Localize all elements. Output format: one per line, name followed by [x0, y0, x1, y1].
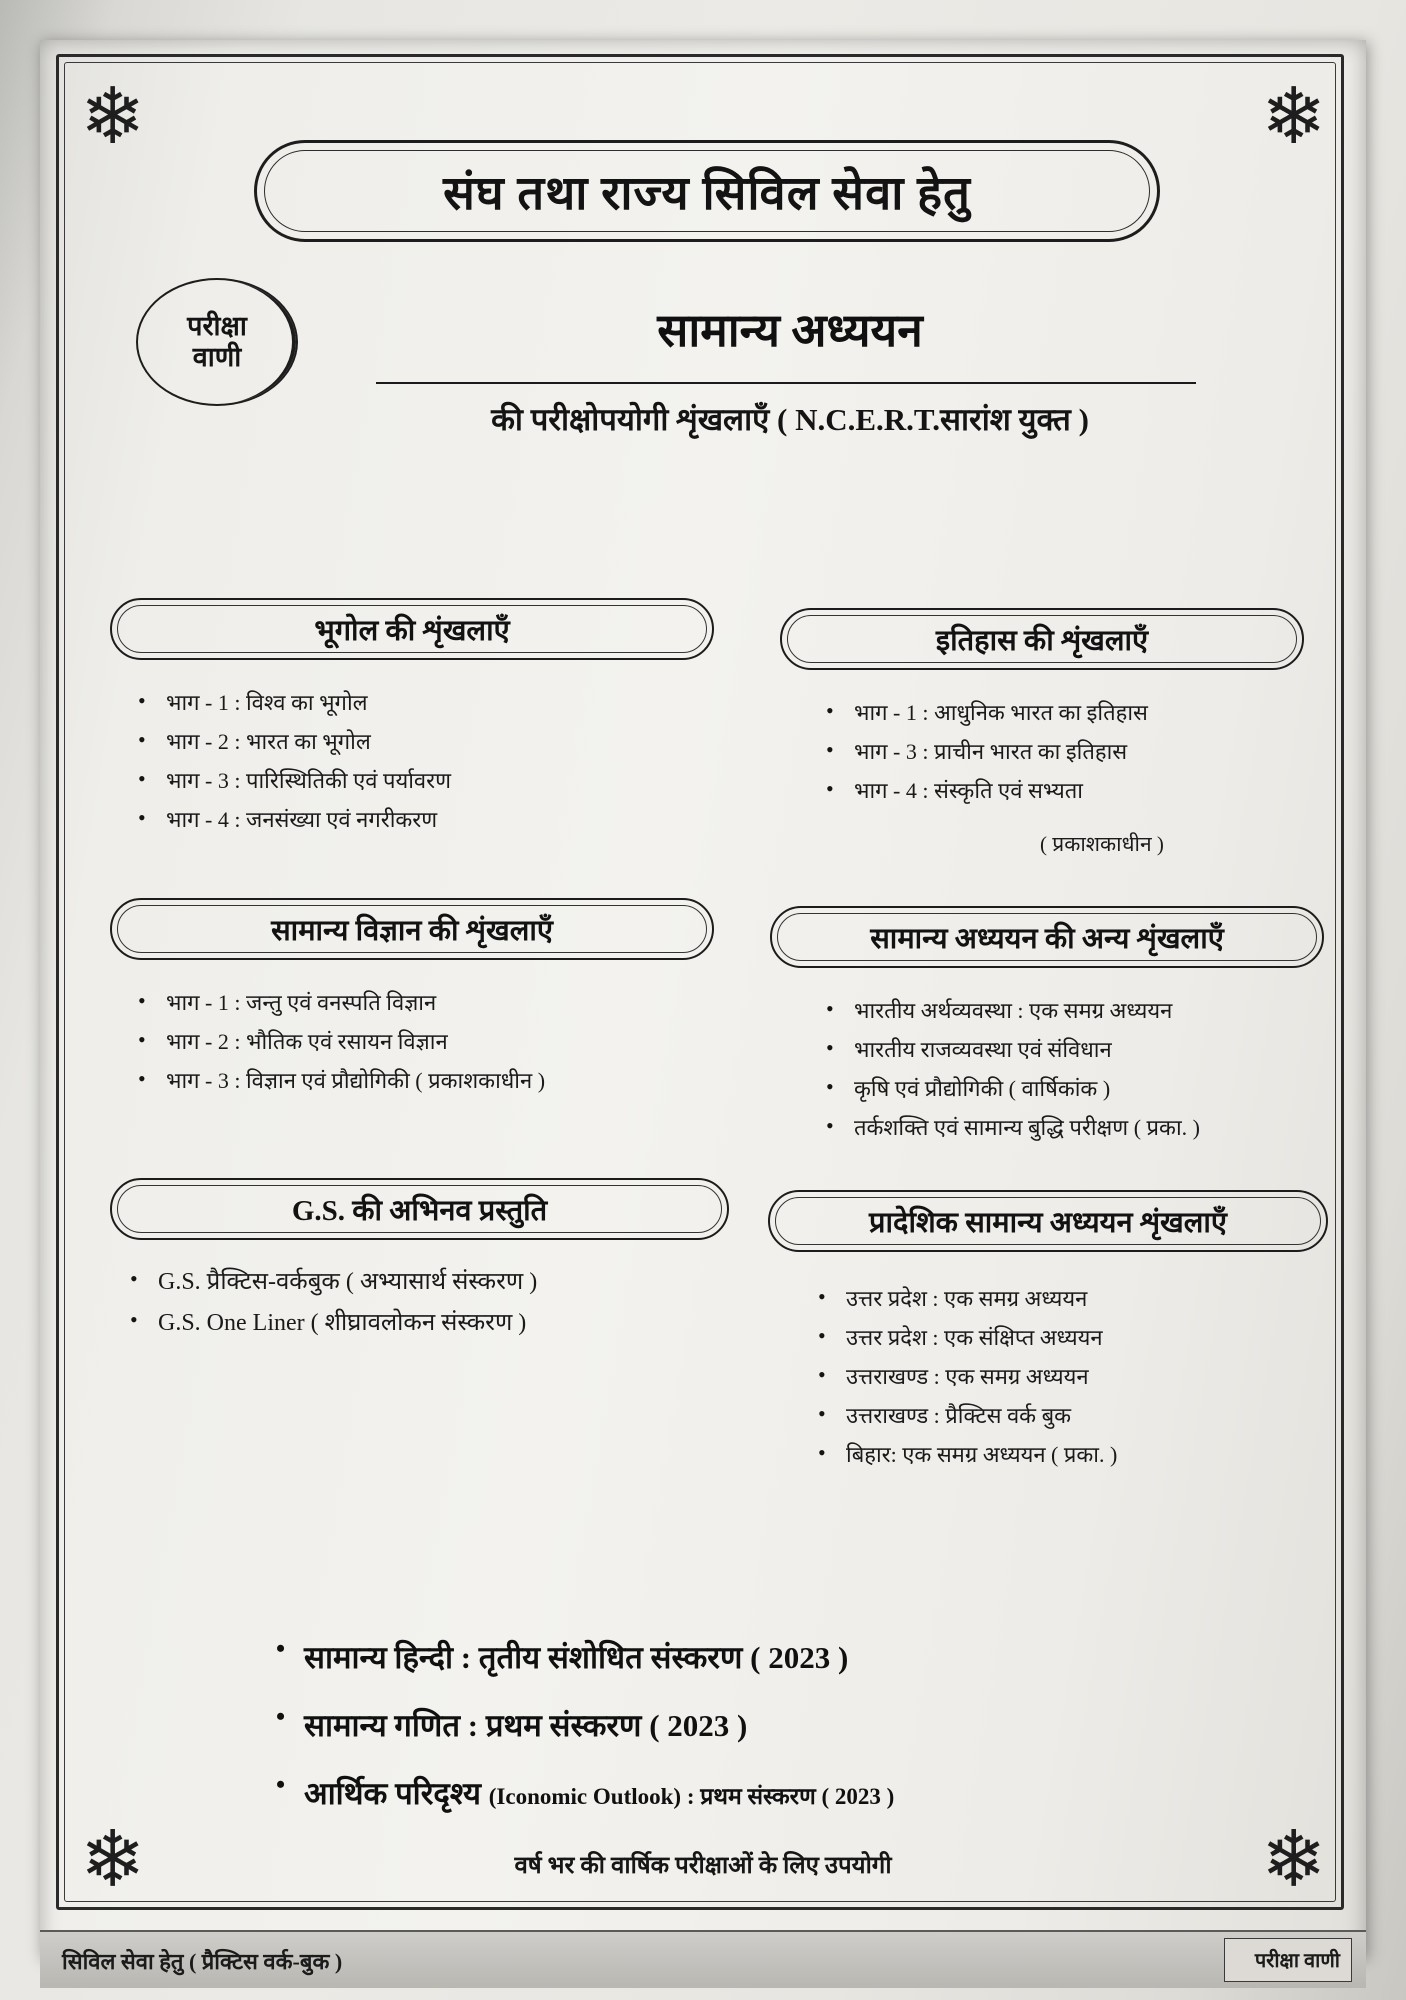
list-item: • उत्तर प्रदेश : एक समग्र अध्ययन: [812, 1288, 1117, 1310]
list-geography: [132, 692, 451, 848]
list-item: • उत्तराखण्ड : प्रैक्टिस वर्क बुक: [812, 1405, 1117, 1427]
list-item: • भाग - 3 : पारिस्थितिकी एवं पर्यावरण: [132, 770, 451, 792]
brand-line-2: वाणी: [192, 342, 242, 372]
list-history: [820, 702, 1148, 819]
section-header-gs-innovative: G.S. की अभिनव प्रस्तुति: [110, 1178, 729, 1240]
history-note: ( प्रकाशकाधीन ): [1040, 832, 1164, 856]
list-item: • बिहार: एक समग्र अध्ययन ( प्रका. ): [812, 1444, 1117, 1466]
list-item: • भाग - 3 : विज्ञान एवं प्रौद्योगिकी ( प्रकाशकाधीन ): [132, 1070, 545, 1092]
list-item: • भारतीय अर्थव्यवस्था : एक समग्र अध्ययन: [820, 1000, 1200, 1022]
title-banner: [254, 140, 1160, 242]
list-item: • भाग - 4 : संस्कृति एवं सभ्यता: [820, 780, 1148, 802]
list-item: • G.S. प्रैक्टिस-वर्कबुक ( अभ्यासार्थ संस्करण ): [124, 1270, 537, 1294]
list-item: • उत्तराखण्ड : एक समग्र अध्ययन: [812, 1366, 1117, 1388]
brand-line-1: परीक्षा: [187, 310, 247, 341]
list-gs-innovative: [124, 1270, 537, 1352]
corner-ornament-icon: ❄: [1260, 72, 1326, 162]
page-subtitle: की परीक्षोपयोगी शृंखलाएँ ( N.C.E.R.T.सारांश युक्त ): [491, 402, 1089, 437]
list-item: • G.S. One Liner ( शीघ्रावलोकन संस्करण ): [124, 1311, 537, 1335]
list-item: • उत्तर प्रदेश : एक संक्षिप्त अध्ययन: [812, 1327, 1117, 1349]
list-item: • सामान्य हिन्दी : तृतीय संशोधित संस्करण ( 2023 ): [276, 1636, 894, 1678]
list-item: • तर्कशक्ति एवं सामान्य बुद्धि परीक्षण ( प्रका. ): [820, 1117, 1200, 1139]
featured-title-en: (Iconomic Outlook) : प्रथम संस्करण ( 2023 ): [488, 1784, 895, 1809]
list-item: [276, 1772, 894, 1814]
list-item: • भाग - 2 : भारत का भूगोल: [132, 731, 451, 753]
title-banner-text: संघ तथा राज्य सिविल सेवा हेतु: [443, 168, 971, 220]
corner-ornament-icon: ❄: [80, 72, 146, 162]
list-science: [132, 992, 545, 1109]
list-item: • भाग - 1 : विश्व का भूगोल: [132, 692, 451, 714]
section-header-history: इतिहास की शृंखलाएँ: [780, 608, 1304, 670]
section-header-geography: भूगोल की शृंखलाएँ: [110, 598, 714, 660]
list-item: • सामान्य गणित : प्रथम संस्करण ( 2023 ): [276, 1704, 894, 1746]
list-item: • भाग - 4 : जनसंख्या एवं नगरीकरण: [132, 809, 451, 831]
list-item: • भाग - 3 : प्राचीन भारत का इतिहास: [820, 741, 1148, 763]
paper-sheet: [40, 40, 1366, 1958]
page-title: सामान्य अध्ययन: [657, 305, 923, 356]
list-item: • कृषि एवं प्रौद्योगिकी ( वार्षिकांक ): [820, 1078, 1200, 1100]
bottom-strip: [40, 1930, 1366, 1988]
list-item: • भाग - 2 : भौतिक एवं रसायन विज्ञान: [132, 1031, 545, 1053]
list-featured-titles: [276, 1636, 894, 1840]
list-gs-other: [820, 1000, 1200, 1156]
list-item: • भाग - 1 : जन्तु एवं वनस्पति विज्ञान: [132, 992, 545, 1014]
page-footer: वर्ष भर की वार्षिक परीक्षाओं के लिए उपयोगी: [514, 1853, 892, 1879]
featured-title-hi: आर्थिक परिदृश्य: [304, 1776, 482, 1811]
section-header-science: सामान्य विज्ञान की शृंखलाएँ: [110, 898, 714, 960]
list-item: • भाग - 1 : आधुनिक भारत का इतिहास: [820, 702, 1148, 724]
brand-logo: [136, 278, 298, 406]
corner-ornament-icon: ❄: [1260, 1810, 1326, 1900]
section-header-regional: प्रादेशिक सामान्य अध्ययन शृंखलाएँ: [768, 1190, 1328, 1252]
strip-left-label: सिविल सेवा हेतु ( प्रैक्टिस वर्क-बुक ): [62, 1949, 343, 1974]
title-divider: [376, 382, 1196, 384]
list-regional: [812, 1288, 1117, 1483]
section-header-gs-other: सामान्य अध्ययन की अन्य शृंखलाएँ: [770, 906, 1324, 968]
strip-right-label: परीक्षा वाणी: [1254, 1950, 1340, 1972]
list-item: • भारतीय राजव्यवस्था एवं संविधान: [820, 1039, 1200, 1061]
corner-ornament-icon: ❄: [80, 1810, 146, 1900]
